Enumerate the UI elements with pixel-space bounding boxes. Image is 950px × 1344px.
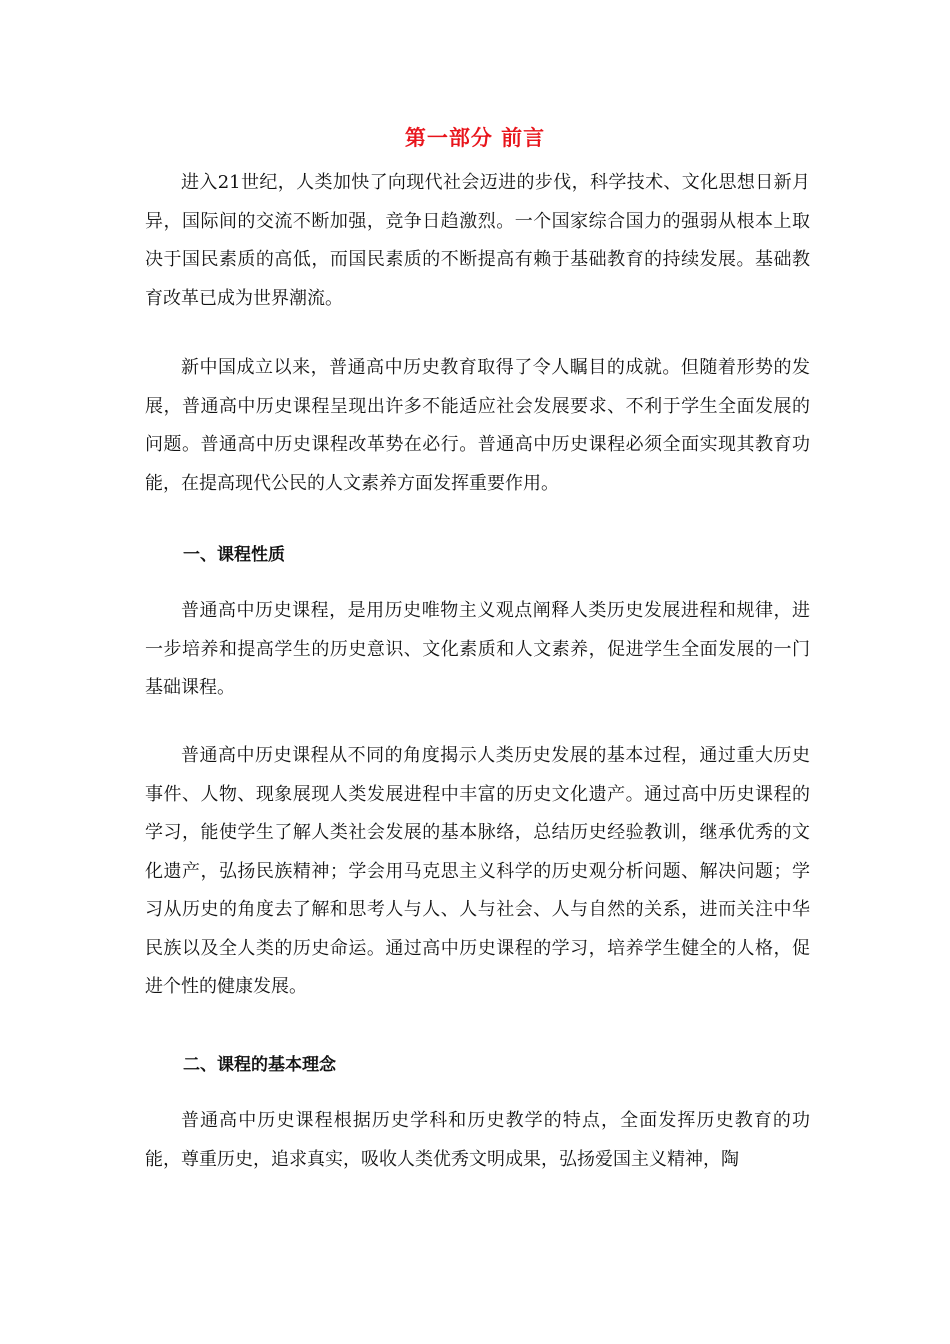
paragraph-nature-1: 普通高中历史课程，是用历史唯物主义观点阐释人类历史发展进程和规律，进一步培养和提高学生的历史意识、文化素质和人文素养，促进学生全面发展的一门基础课程。 — [145, 600, 810, 698]
paragraph-intro-1: 进入21世纪，人类加快了向现代社会迈进的步伐，科学技术、文化思想日新月异，国际间的交流不断加强，竞争日趋激烈。一个国家综合国力的强弱从根本上取决于国民素质的高低，而国民素质的不断提高有赖于基础教育的持续发展。基础教育改革已成为世界潮流。 — [145, 172, 810, 309]
section-heading-concepts: 二、课程的基本理念 — [183, 1055, 336, 1075]
paragraph-intro-2: 新中国成立以来，普通高中历史教育取得了令人瞩目的成就。但随着形势的发展，普通高中历史课程呈现出许多不能适应社会发展要求、不利于学生全面发展的问题。普通高中历史课程改革势在必行。普通高中历史课程必须全面实现其教育功能，在提高现代公民的人文素养方面发挥重要作用。 — [145, 357, 810, 494]
page-title: 第一部分 前言 — [404, 126, 546, 150]
section-heading-nature: 一、课程性质 — [183, 545, 285, 565]
paragraph-concepts-1: 普通高中历史课程根据历史学科和历史教学的特点，全面发挥历史教育的功能，尊重历史，追求真实，吸收人类优秀文明成果，弘扬爱国主义精神，陶 — [145, 1110, 810, 1170]
paragraph-nature-2: 普通高中历史课程从不同的角度揭示人类历史发展的基本过程，通过重大历史事件、人物、现象展现人类发展进程中丰富的历史文化遗产。通过高中历史课程的学习，能使学生了解人类社会发展的基本脉络，总结历史经验教训，继承优秀的文化遗产，弘扬民族精神；学会用马克思主义科学的历史观分析问题、解决问题；学习从历史的角度去了解和思考人与人、人与社会、人与自然的关系，进而关注中华民族以及全人类的历史命运。通过高中历史课程的学习，培养学生健全的人格，促进个性的健康发展。 — [145, 745, 810, 997]
